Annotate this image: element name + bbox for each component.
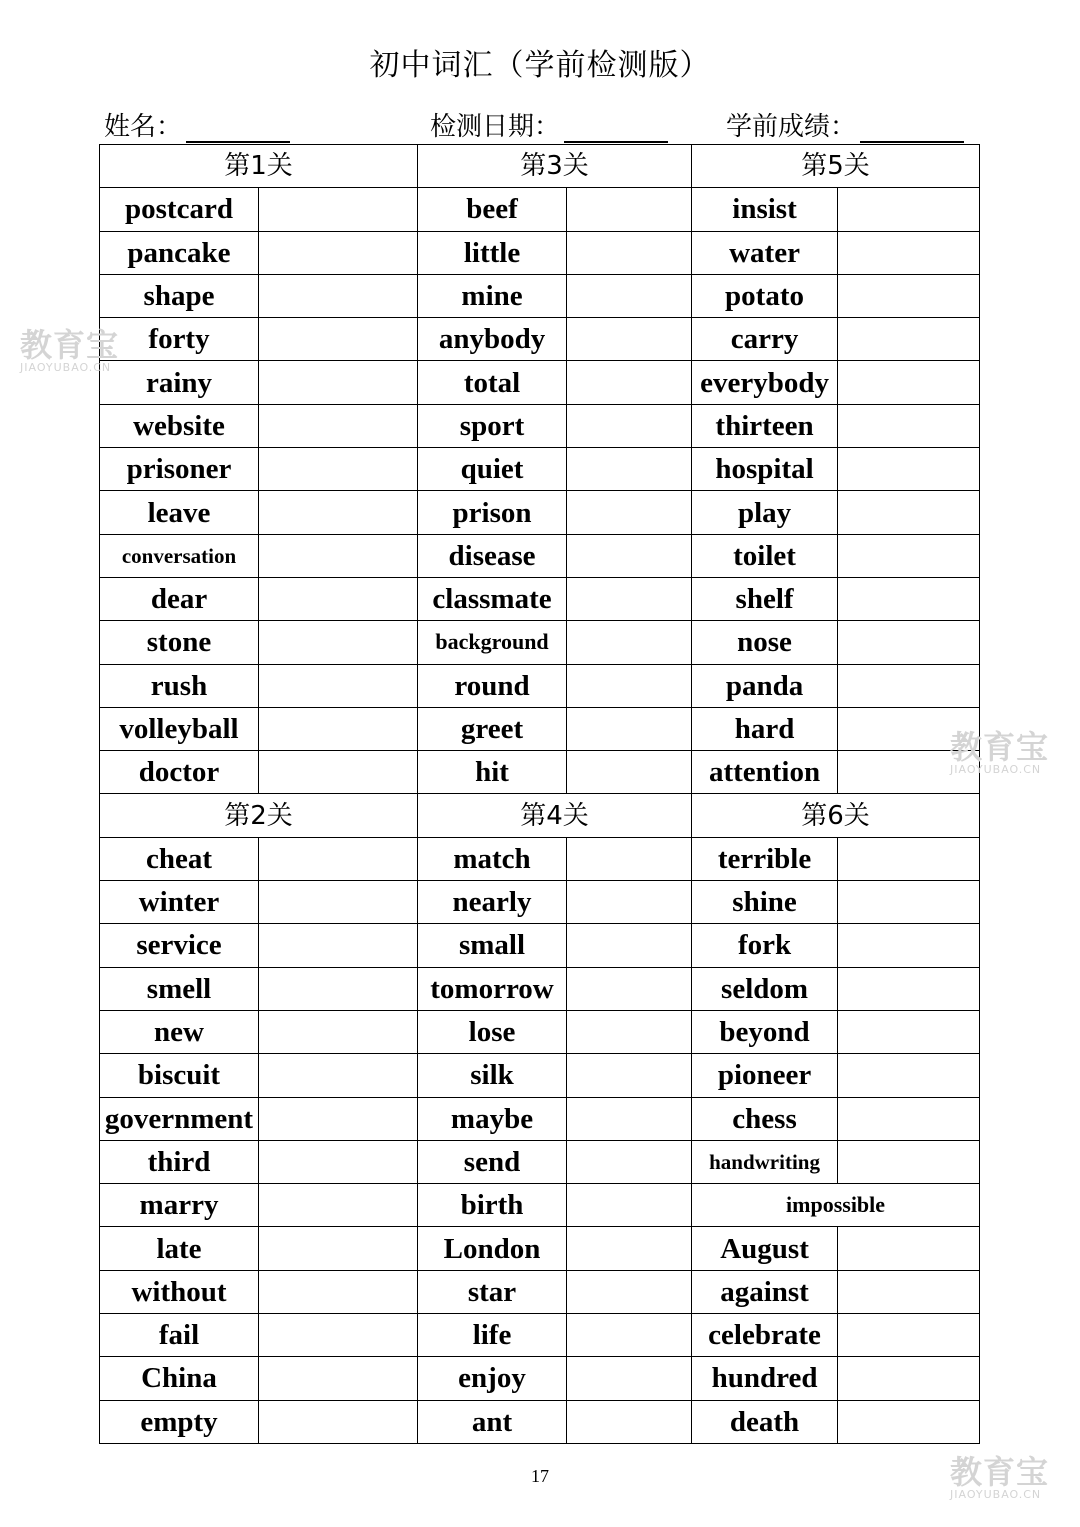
vocab-word: volleyball xyxy=(100,707,259,750)
vocab-word: fork xyxy=(692,924,838,967)
vocab-table xyxy=(99,144,980,1444)
vocab-word: leave xyxy=(100,491,259,534)
vocab-word: late xyxy=(100,1227,259,1270)
table-row xyxy=(100,448,980,491)
name-label: 姓名： xyxy=(104,112,183,142)
vocab-word: fail xyxy=(100,1314,259,1357)
table-row xyxy=(100,231,980,274)
answer-cell[interactable] xyxy=(567,577,692,620)
answer-cell[interactable] xyxy=(838,361,980,404)
watermark-logo: 教育宝 JIAOYUBAO.CN xyxy=(950,1453,1050,1501)
vocab-word: forty xyxy=(100,318,259,361)
table-row xyxy=(100,1097,980,1140)
answer-cell[interactable] xyxy=(567,707,692,750)
vocab-word: pioneer xyxy=(692,1054,838,1097)
score-label: 学前成绩： xyxy=(726,112,857,142)
vocab-word: match xyxy=(418,837,567,880)
answer-cell[interactable] xyxy=(838,837,980,880)
vocab-word: prison xyxy=(418,491,567,534)
answer-cell[interactable] xyxy=(259,1400,418,1443)
vocab-word: empty xyxy=(100,1400,259,1443)
vocab-word: rush xyxy=(100,664,259,707)
table-row xyxy=(100,491,980,534)
answer-cell[interactable] xyxy=(567,664,692,707)
vocab-word: ant xyxy=(418,1400,567,1443)
vocab-word: dear xyxy=(100,577,259,620)
vocab-word: biscuit xyxy=(100,1054,259,1097)
answer-cell[interactable] xyxy=(567,881,692,924)
answer-cell[interactable] xyxy=(838,967,980,1010)
vocab-word: greet xyxy=(418,707,567,750)
vocab-word: toilet xyxy=(692,534,838,577)
answer-cell[interactable] xyxy=(259,318,418,361)
vocab-word: star xyxy=(418,1270,567,1313)
answer-cell[interactable] xyxy=(259,707,418,750)
vocab-word: seldom xyxy=(692,967,838,1010)
vocab-word: silk xyxy=(418,1054,567,1097)
table-row xyxy=(100,881,980,924)
answer-cell[interactable] xyxy=(567,1010,692,1053)
table-row xyxy=(100,361,980,404)
answer-cell[interactable] xyxy=(838,1010,980,1053)
table-row xyxy=(100,1184,980,1227)
vocab-word: shelf xyxy=(692,577,838,620)
vocab-word: pancake xyxy=(100,231,259,274)
table-row xyxy=(100,577,980,620)
table-row xyxy=(100,707,980,750)
vocab-word: mine xyxy=(418,274,567,317)
vocab-word: hard xyxy=(692,707,838,750)
answer-cell[interactable] xyxy=(259,491,418,534)
vocab-word: winter xyxy=(100,881,259,924)
answer-cell[interactable] xyxy=(259,664,418,707)
table-row xyxy=(100,1357,980,1400)
vocab-word: classmate xyxy=(418,577,567,620)
table-row xyxy=(100,967,980,1010)
answer-cell[interactable] xyxy=(567,448,692,491)
vocab-word: postcard xyxy=(100,188,259,231)
answer-cell[interactable] xyxy=(838,1314,980,1357)
vocab-word: celebrate xyxy=(692,1314,838,1357)
vocab-word: rainy xyxy=(100,361,259,404)
vocab-word: smell xyxy=(100,967,259,1010)
page-number: 17 xyxy=(531,1466,549,1486)
vocab-word: anybody xyxy=(418,318,567,361)
vocab-word: water xyxy=(692,231,838,274)
answer-cell[interactable] xyxy=(567,1400,692,1443)
table-row xyxy=(100,1400,980,1443)
table-row xyxy=(100,1054,980,1097)
answer-cell[interactable] xyxy=(259,188,418,231)
vocab-word: enjoy xyxy=(418,1357,567,1400)
answer-cell[interactable] xyxy=(567,1357,692,1400)
answer-cell[interactable] xyxy=(259,1314,418,1357)
answer-cell[interactable] xyxy=(838,448,980,491)
vocab-word: everybody xyxy=(692,361,838,404)
table-row xyxy=(100,664,980,707)
name-blank xyxy=(186,113,290,143)
vocab-word: hit xyxy=(418,751,567,794)
answer-cell[interactable] xyxy=(567,274,692,317)
answer-cell[interactable] xyxy=(567,1227,692,1270)
answer-cell[interactable] xyxy=(838,1227,980,1270)
vocab-word: nose xyxy=(692,621,838,664)
table-row xyxy=(100,318,980,361)
vocab-word: handwriting xyxy=(692,1140,838,1183)
table-row xyxy=(100,1270,980,1313)
vocab-word: doctor xyxy=(100,751,259,794)
watermark-logo: 教育宝 JIAOYUBAO.CN xyxy=(950,728,1050,776)
vocab-word: attention xyxy=(692,751,838,794)
answer-cell[interactable] xyxy=(259,1054,418,1097)
table-row xyxy=(100,621,980,664)
answer-cell[interactable] xyxy=(567,534,692,577)
vocab-word: beyond xyxy=(692,1010,838,1053)
answer-cell[interactable] xyxy=(259,837,418,880)
vocab-word: life xyxy=(418,1314,567,1357)
answer-cell[interactable] xyxy=(838,621,980,664)
answer-cell[interactable] xyxy=(838,404,980,447)
vocab-word: August xyxy=(692,1227,838,1270)
table-row xyxy=(100,274,980,317)
answer-cell[interactable] xyxy=(838,577,980,620)
answer-cell[interactable] xyxy=(567,361,692,404)
answer-cell[interactable] xyxy=(838,664,980,707)
answer-cell[interactable] xyxy=(567,1314,692,1357)
answer-cell[interactable] xyxy=(259,1010,418,1053)
answer-cell[interactable] xyxy=(567,404,692,447)
watermark-logo: 教育宝 JIAOYUBAO.CN xyxy=(20,326,120,374)
answer-cell[interactable] xyxy=(567,621,692,664)
answer-cell[interactable] xyxy=(838,318,980,361)
answer-cell[interactable] xyxy=(567,924,692,967)
level-header: 第5关 xyxy=(692,145,980,188)
answer-cell[interactable] xyxy=(567,1054,692,1097)
level-header: 第2关 xyxy=(100,794,418,837)
table-row xyxy=(100,837,980,880)
table-row xyxy=(100,534,980,577)
page-title: 初中词汇（学前检测版） xyxy=(369,48,711,83)
date-label: 检测日期： xyxy=(430,112,561,142)
section-header-row xyxy=(100,794,980,837)
answer-cell[interactable] xyxy=(259,577,418,620)
vocab-word: stone xyxy=(100,621,259,664)
section-header-row xyxy=(100,145,980,188)
vocab-word: quiet xyxy=(418,448,567,491)
table-row xyxy=(100,1010,980,1053)
answer-cell[interactable] xyxy=(838,188,980,231)
answer-cell[interactable] xyxy=(838,534,980,577)
vocab-word: chess xyxy=(692,1097,838,1140)
vocab-word: London xyxy=(418,1227,567,1270)
answer-cell[interactable] xyxy=(567,837,692,880)
answer-cell[interactable] xyxy=(259,924,418,967)
table-row xyxy=(100,188,980,231)
vocab-word: birth xyxy=(418,1184,567,1227)
student-info-bar xyxy=(104,106,984,142)
answer-cell[interactable] xyxy=(259,361,418,404)
answer-cell[interactable] xyxy=(259,1270,418,1313)
vocab-word: little xyxy=(418,231,567,274)
vocab-word: total xyxy=(418,361,567,404)
vocab-word: service xyxy=(100,924,259,967)
vocab-word: marry xyxy=(100,1184,259,1227)
vocab-word: send xyxy=(418,1140,567,1183)
table-row xyxy=(100,1140,980,1183)
vocab-word: tomorrow xyxy=(418,967,567,1010)
vocab-word: impossible xyxy=(692,1184,980,1227)
level-header: 第3关 xyxy=(418,145,692,188)
vocab-word: death xyxy=(692,1400,838,1443)
table-row xyxy=(100,1227,980,1270)
date-blank xyxy=(564,113,668,143)
vocab-word: beef xyxy=(418,188,567,231)
vocab-word: new xyxy=(100,1010,259,1053)
vocab-word: potato xyxy=(692,274,838,317)
answer-cell[interactable] xyxy=(567,1140,692,1183)
answer-cell[interactable] xyxy=(838,1400,980,1443)
vocab-word: lose xyxy=(418,1010,567,1053)
answer-cell[interactable] xyxy=(259,1357,418,1400)
vocab-word: without xyxy=(100,1270,259,1313)
answer-cell[interactable] xyxy=(567,318,692,361)
table-row xyxy=(100,404,980,447)
answer-cell[interactable] xyxy=(567,1184,692,1227)
level-header: 第6关 xyxy=(692,794,980,837)
answer-cell[interactable] xyxy=(259,1140,418,1183)
level-header: 第4关 xyxy=(418,794,692,837)
vocab-word: nearly xyxy=(418,881,567,924)
vocab-word: hospital xyxy=(692,448,838,491)
name-field xyxy=(104,106,290,143)
answer-cell[interactable] xyxy=(567,1270,692,1313)
answer-cell[interactable] xyxy=(838,231,980,274)
vocab-word: third xyxy=(100,1140,259,1183)
vocab-word: cheat xyxy=(100,837,259,880)
answer-cell[interactable] xyxy=(259,881,418,924)
vocab-word: sport xyxy=(418,404,567,447)
answer-cell[interactable] xyxy=(259,751,418,794)
answer-cell[interactable] xyxy=(567,231,692,274)
vocab-word: prisoner xyxy=(100,448,259,491)
answer-cell[interactable] xyxy=(838,881,980,924)
score-blank xyxy=(860,113,964,143)
answer-cell[interactable] xyxy=(259,1227,418,1270)
vocab-word: against xyxy=(692,1270,838,1313)
vocab-word: hundred xyxy=(692,1357,838,1400)
vocab-word: panda xyxy=(692,664,838,707)
answer-cell[interactable] xyxy=(567,188,692,231)
level-header: 第1关 xyxy=(100,145,418,188)
answer-cell[interactable] xyxy=(259,967,418,1010)
answer-cell[interactable] xyxy=(259,1097,418,1140)
vocab-word: small xyxy=(418,924,567,967)
vocab-word: thirteen xyxy=(692,404,838,447)
vocab-word: maybe xyxy=(418,1097,567,1140)
answer-cell[interactable] xyxy=(259,1184,418,1227)
answer-cell[interactable] xyxy=(567,491,692,534)
vocab-word: play xyxy=(692,491,838,534)
table-row xyxy=(100,924,980,967)
answer-cell[interactable] xyxy=(567,751,692,794)
answer-cell[interactable] xyxy=(838,1357,980,1400)
vocab-word: background xyxy=(418,621,567,664)
answer-cell[interactable] xyxy=(567,1097,692,1140)
vocab-word: website xyxy=(100,404,259,447)
answer-cell[interactable] xyxy=(838,1054,980,1097)
vocab-word: insist xyxy=(692,188,838,231)
vocab-word: China xyxy=(100,1357,259,1400)
answer-cell[interactable] xyxy=(259,534,418,577)
answer-cell[interactable] xyxy=(838,924,980,967)
answer-cell[interactable] xyxy=(259,621,418,664)
vocab-word: shape xyxy=(100,274,259,317)
vocab-word: terrible xyxy=(692,837,838,880)
answer-cell[interactable] xyxy=(259,274,418,317)
vocab-word: shine xyxy=(692,881,838,924)
answer-cell[interactable] xyxy=(838,274,980,317)
answer-cell[interactable] xyxy=(567,967,692,1010)
vocab-word: government xyxy=(100,1097,259,1140)
answer-cell[interactable] xyxy=(259,231,418,274)
answer-cell[interactable] xyxy=(259,448,418,491)
answer-cell[interactable] xyxy=(838,1097,980,1140)
table-row xyxy=(100,1314,980,1357)
vocab-word: carry xyxy=(692,318,838,361)
answer-cell[interactable] xyxy=(259,404,418,447)
date-field xyxy=(430,106,668,143)
score-field xyxy=(726,106,964,143)
answer-cell[interactable] xyxy=(838,1140,980,1183)
vocab-word: round xyxy=(418,664,567,707)
vocab-word: disease xyxy=(418,534,567,577)
answer-cell[interactable] xyxy=(838,1270,980,1313)
table-row xyxy=(100,751,980,794)
answer-cell[interactable] xyxy=(838,491,980,534)
vocab-word: conversation xyxy=(100,534,259,577)
